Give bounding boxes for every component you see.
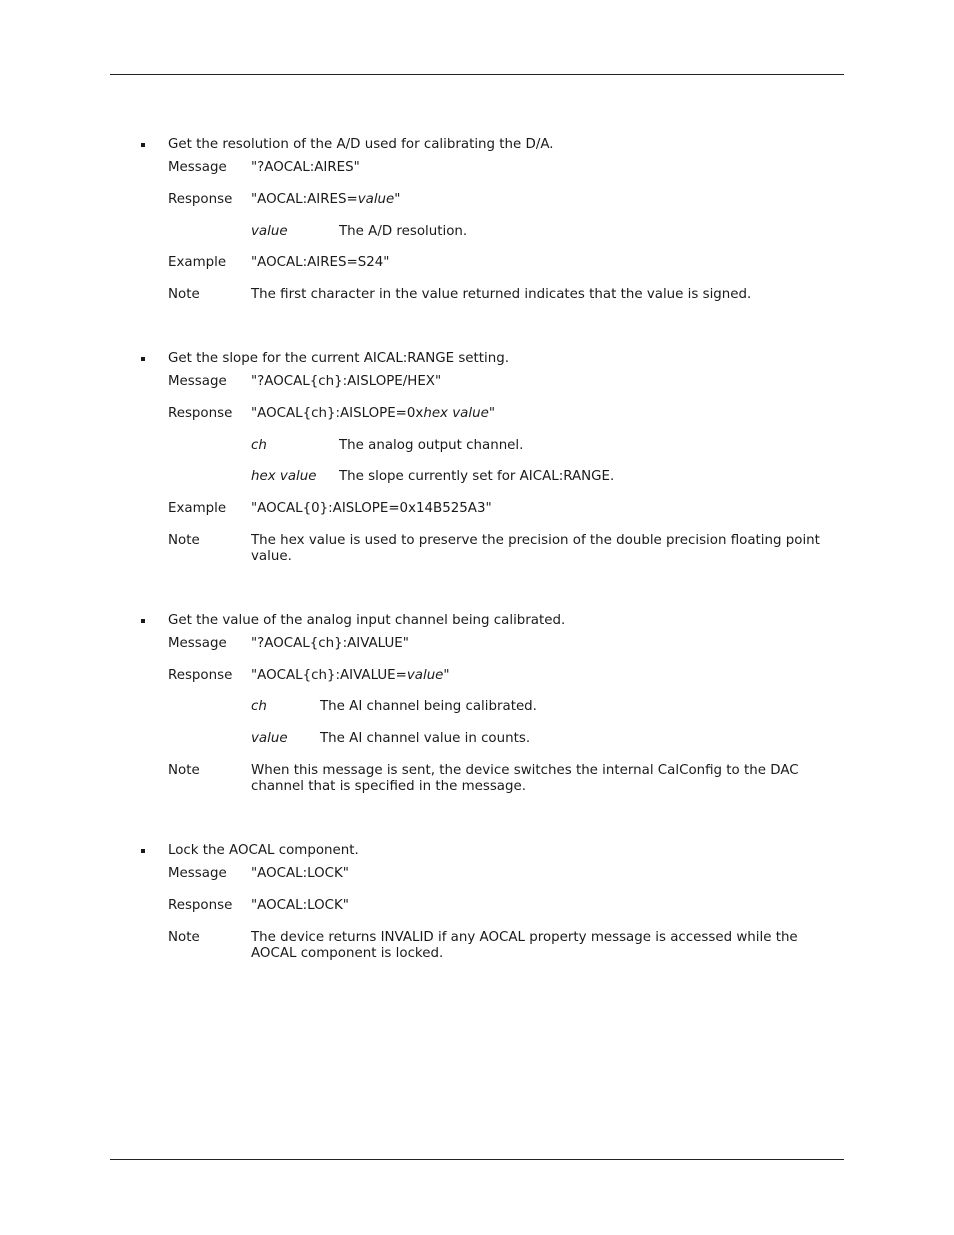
response-value: "AOCAL{ch}:AIVALUE=value" <box>251 668 450 683</box>
message-value: "AOCAL:LOCK" <box>251 866 349 881</box>
section-title: Lock the AOCAL component. <box>168 843 359 858</box>
response-label: Response <box>168 192 233 207</box>
bullet-icon <box>141 357 145 361</box>
param-desc: The slope currently set for AICAL:RANGE. <box>339 469 615 484</box>
param-name: ch <box>251 699 267 714</box>
param-desc: The AI channel being calibrated. <box>320 699 537 714</box>
message-value: "?AOCAL{ch}:AISLOPE/HEX" <box>251 374 442 389</box>
param-name: ch <box>251 438 267 453</box>
param-name: hex value <box>251 469 317 484</box>
header-rule <box>110 74 844 75</box>
bullet-icon <box>141 619 145 623</box>
response-value: "AOCAL:AIRES=value" <box>251 192 401 207</box>
note-text: The first character in the value returned indicates that the value is signed. <box>251 287 752 302</box>
bullet-icon <box>141 849 145 853</box>
param-name: value <box>251 731 288 746</box>
section-title: Get the resolution of the A/D used for calibrating the D/A. <box>168 137 554 152</box>
note-text: The hex value is used to preserve the precision of the double precision floating point value. <box>251 533 820 564</box>
example-label: Example <box>168 501 227 516</box>
bullet-icon <box>141 143 145 147</box>
note-label: Note <box>168 930 200 945</box>
response-value: "AOCAL:LOCK" <box>251 898 349 913</box>
note-label: Note <box>168 287 200 302</box>
response-value: "AOCAL{ch}:AISLOPE=0xhex value" <box>251 406 495 421</box>
note-label: Note <box>168 763 200 778</box>
param-desc: The AI channel value in counts. <box>320 731 531 746</box>
response-label: Response <box>168 668 233 683</box>
response-label: Response <box>168 406 233 421</box>
message-label: Message <box>168 374 227 389</box>
message-value: "?AOCAL:AIRES" <box>251 160 360 175</box>
response-label: Response <box>168 898 233 913</box>
example-label: Example <box>168 255 227 270</box>
section-title: Get the slope for the current AICAL:RANGE setting. <box>168 351 510 366</box>
message-label: Message <box>168 636 227 651</box>
note-text: The device returns INVALID if any AOCAL property message is accessed while the AOCAL component is locked. <box>251 930 798 961</box>
note-label: Note <box>168 533 200 548</box>
param-desc: The analog output channel. <box>339 438 524 453</box>
message-value: "?AOCAL{ch}:AIVALUE" <box>251 636 409 651</box>
note-text: When this message is sent, the device switches the internal CalConfig to the DAC channel that is specified in the message. <box>251 763 799 794</box>
param-name: value <box>251 224 288 239</box>
example-value: "AOCAL{0}:AISLOPE=0x14B525A3" <box>251 501 492 516</box>
message-label: Message <box>168 866 227 881</box>
param-desc: The A/D resolution. <box>339 224 468 239</box>
example-value: "AOCAL:AIRES=S24" <box>251 255 390 270</box>
message-label: Message <box>168 160 227 175</box>
footer-rule <box>110 1159 844 1160</box>
section-title: Get the value of the analog input channel being calibrated. <box>168 613 566 628</box>
